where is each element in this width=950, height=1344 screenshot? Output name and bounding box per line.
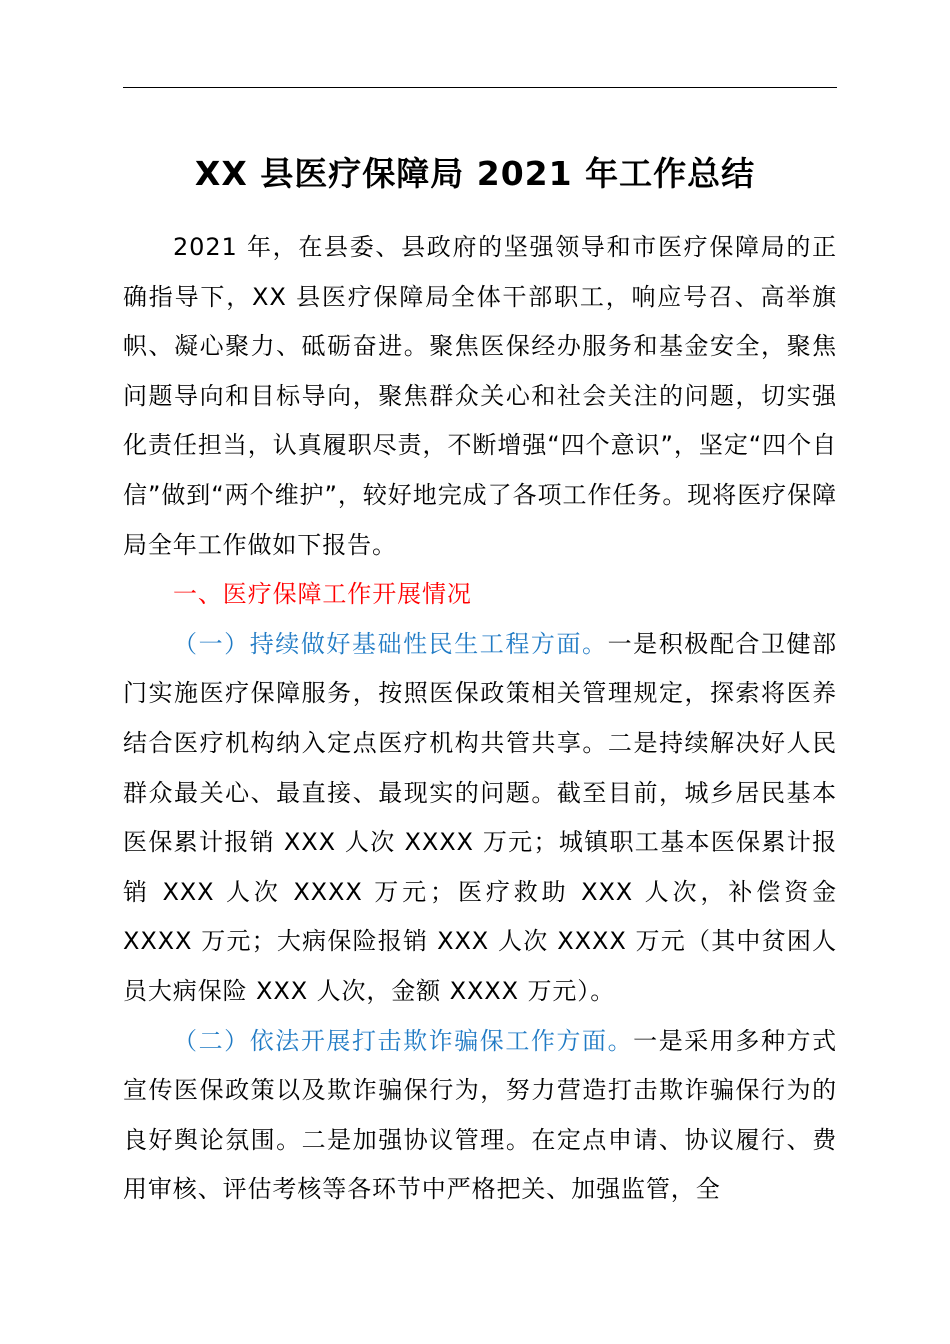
- section-heading: [123, 570, 837, 620]
- subsection-2-paragraph: [123, 1017, 837, 1215]
- subsection-1-paragraph: [123, 620, 837, 1017]
- document-body: [123, 223, 837, 1215]
- intro-paragraph: 2021 年，在县委、县政府的坚强领导和市医疗保障局的正确指导下，XX 县医疗保障局全体干部职工，响应号召、高举旗帜、凝心聚力、砥砺奋进。聚焦医保经办服务和基金安全，聚焦问题导向和目标导向，聚焦群众关心和社会关注的问题，切实强化责任担当，认真履职尽责，不断增强“四个意识”，坚定“四个自信”做到“两个维护”，较好地完成了各项工作任务。现将医疗保障局全年工作做如下报告。: [123, 233, 837, 559]
- header-rule: [123, 87, 837, 88]
- subsection-2-heading: （二）依法开展打击欺诈骗保工作方面。: [173, 1026, 634, 1055]
- subsection-2-text: 一是采用多种方式宣传医保政策以及欺诈骗保行为，努力营造打击欺诈骗保行为的良好舆论氛围。二是加强协议管理。在定点申请、协议履行、费用审核、评估考核等各环节中严格把关、加强监管，全: [123, 1026, 838, 1204]
- subsection-1-heading: （一）持续做好基础性民生工程方面。: [173, 629, 608, 658]
- document-title: XX 县医疗保障局 2021 年工作总结: [194, 154, 756, 193]
- section-1-heading: 一、医疗保障工作开展情况: [173, 580, 472, 609]
- subsection-1-text: 一是积极配合卫健部门实施医疗保障服务，按照医保政策相关管理规定，探索将医养结合医疗机构纳入定点医疗机构共管共享。二是持续解决好人民群众最关心、最直接、最现实的问题。截至目前，城乡居民基本医保累计报销 XXX 人次 XXXX 万元；城镇职工基本医保累计报销 XXX 人次 XXXX 万元；医疗救助 XXX 人次，补偿资金 XXXX 万元；大病保险报销 XXX 人次 XXXX 万元（其中贫困人员大病保险 XXX 人次，金额 XXXX 万元）。: [123, 629, 837, 1005]
